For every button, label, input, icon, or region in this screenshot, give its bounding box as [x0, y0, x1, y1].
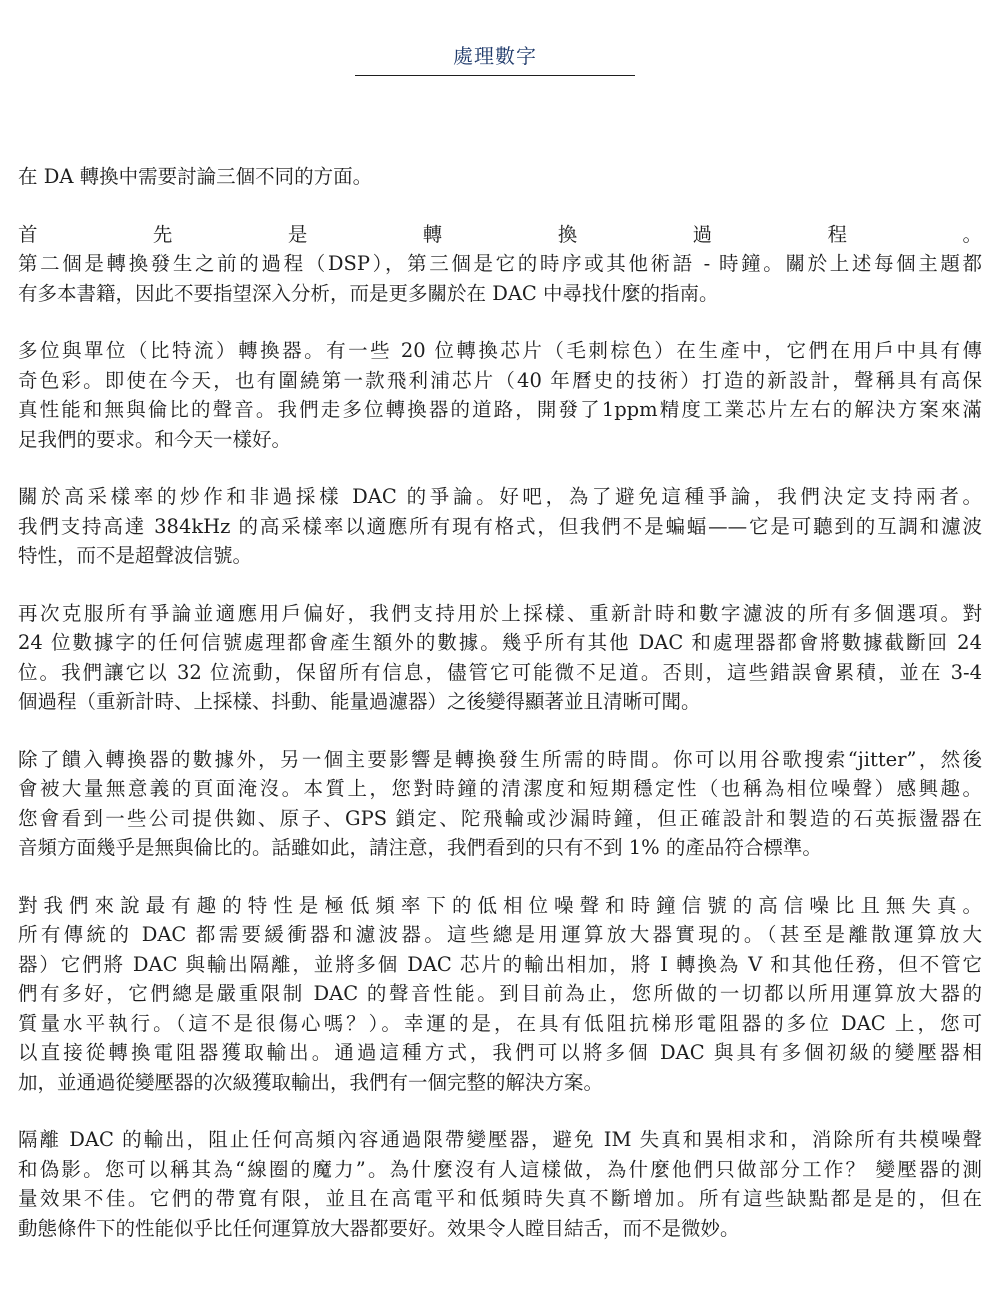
article-body [18, 162, 982, 1271]
paragraph-line: 您會看到一些公司提供銣、原子、GPS 鎖定、陀飛輪或沙漏時鐘，但正確設計和製造的石英振盪器在 [18, 806, 982, 830]
paragraph-line: 以直接從轉換電阻器獲取輸出。通過這種方式，我們可以將多個 DAC 與具有多個初級的變壓器相 [18, 1041, 982, 1064]
paragraph-line: 我們支持高達 384kHz 的高采樣率以適應所有現有格式，但我們不是蝙蝠——它是可聽到的互調和濾波 [18, 514, 982, 538]
paragraph-line: 音頻方面幾乎是無與倫比的。話雖如此，請注意，我們看到的只有不到 1% 的產品符合標準。 [18, 836, 822, 859]
paragraph-line: 關於高采樣率的炒作和非過採樣 DAC 的爭論。好吧，為了避免這種爭論，我們決定支持兩者。 [18, 485, 982, 508]
paragraph-line: 24 位數據字的任何信號處理都會產生額外的數據。幾乎所有其他 DAC 和處理器都會將數據截斷回 24 [18, 631, 982, 654]
paragraph-line: 首先是轉換過程。 [18, 222, 982, 246]
paragraph-line: 器）它們將 DAC 與輸出隔離，並將多個 DAC 芯片的輸出相加，將 I 轉換為 V 和其他任務，但不管它 [18, 952, 982, 976]
article-paragraph [18, 482, 982, 571]
paragraph-line: 足我們的要求。和今天一樣好。 [18, 427, 292, 451]
paragraph-line: 再次克服所有爭論並適應用戶偏好，我們支持用於上採樣、重新計時和數字濾波的所有多個選項。對 [18, 601, 982, 625]
paragraph-line: 有多本書籍，因此不要指望深入分析，而是更多關於在 DAC 中尋找什麼的指南。 [18, 281, 719, 305]
paragraph-line: 第二個是轉換發生之前的過程（DSP），第三個是它的時序或其他術語 - 時鐘。關於上述每個主題都 [18, 252, 982, 275]
paragraph-line: 們有多好，它們總是嚴重限制 DAC 的聲音性能。到目前為止，您所做的一切都以所用運算放大器的 [18, 982, 982, 1005]
paragraph-line: 特性，而不是超聲波信號。 [18, 544, 253, 567]
paragraph-line: 量效果不佳。它們的帶寬有限，並且在高電平和低頻時失真不斷增加。所有這些缺點都是是的，但在 [18, 1187, 982, 1210]
paragraph-line: 質量水平執行。（這不是很傷心嗎？）。幸運的是，在具有低阻抗梯形電阻器的多位 DAC 上，您可 [18, 1011, 982, 1035]
paragraph-line: 在 DA 轉換中需要討論三個不同的方面。 [18, 165, 373, 188]
paragraph-line: 除了饋入轉換器的數據外，另一個主要影響是轉換發生所需的時間。你可以用谷歌搜索“jitter”，然後 [18, 747, 982, 771]
paragraph-line: 所有傳統的 DAC 都需要緩衝器和濾波器。這些總是用運算放大器實現的。（甚至是離散運算放大 [18, 923, 982, 946]
paragraph-line: 真性能和無與倫比的聲音。我們走多位轉換器的道路，開發了1ppm精度工業芯片左右的解決方案來滿 [18, 398, 982, 421]
paragraph-line: 個過程（重新計時、上採樣、抖動、能量過濾器）之後變得顯著並且清晰可聞。 [18, 690, 701, 713]
article-paragraph [18, 220, 982, 309]
article-paragraph [18, 599, 982, 717]
paragraph-line: 對我們來說最有趣的特性是極低頻率下的低相位噪聲和時鐘信號的高信噪比且無失真。 [18, 893, 982, 917]
article-paragraph [18, 1125, 982, 1243]
page-title: 處理數字 [355, 40, 635, 76]
paragraph-line: 位。我們讓它以 32 位流動，保留所有信息，儘管它可能微不足道。否則，這些錯誤會累積，並在 3-4 [18, 660, 982, 684]
article-paragraph [18, 745, 982, 863]
article-paragraph [18, 891, 982, 1098]
paragraph-line: 多位與單位（比特流）轉換器。有一些 20 位轉換芯片（毛刺棕色）在生產中，它們在用戶中具有傳 [18, 339, 982, 362]
paragraph-line: 加，並通過從變壓器的次級獲取輸出，我們有一個完整的解決方案。 [18, 1070, 604, 1094]
article-paragraph [18, 162, 982, 192]
article-paragraph [18, 336, 982, 454]
paragraph-line: 奇色彩。即使在今天，也有圍繞第一款飛利浦芯片（40 年曆史的技術）打造的新設計，聲稱具有高保 [18, 368, 982, 392]
paragraph-line: 動態條件下的性能似乎比任何運算放大器都要好。效果令人瞠目結舌，而不是微妙。 [18, 1216, 740, 1240]
paragraph-line: 隔離 DAC 的輸出，阻止任何高頻內容通過限帶變壓器，避免 IM 失真和異相求和，消除所有共模噪聲 [18, 1128, 982, 1151]
paragraph-line: 會被大量無意義的頁面淹沒。本質上，您對時鐘的清潔度和短期穩定性（也稱為相位噪聲）感興趣。 [18, 777, 982, 800]
page-header [355, 40, 635, 76]
paragraph-line: 和偽影。您可以稱其為“線圈的魔力”。為什麼沒有人這樣做，為什麼他們只做部分工作？ 變壓器的測 [18, 1157, 982, 1181]
